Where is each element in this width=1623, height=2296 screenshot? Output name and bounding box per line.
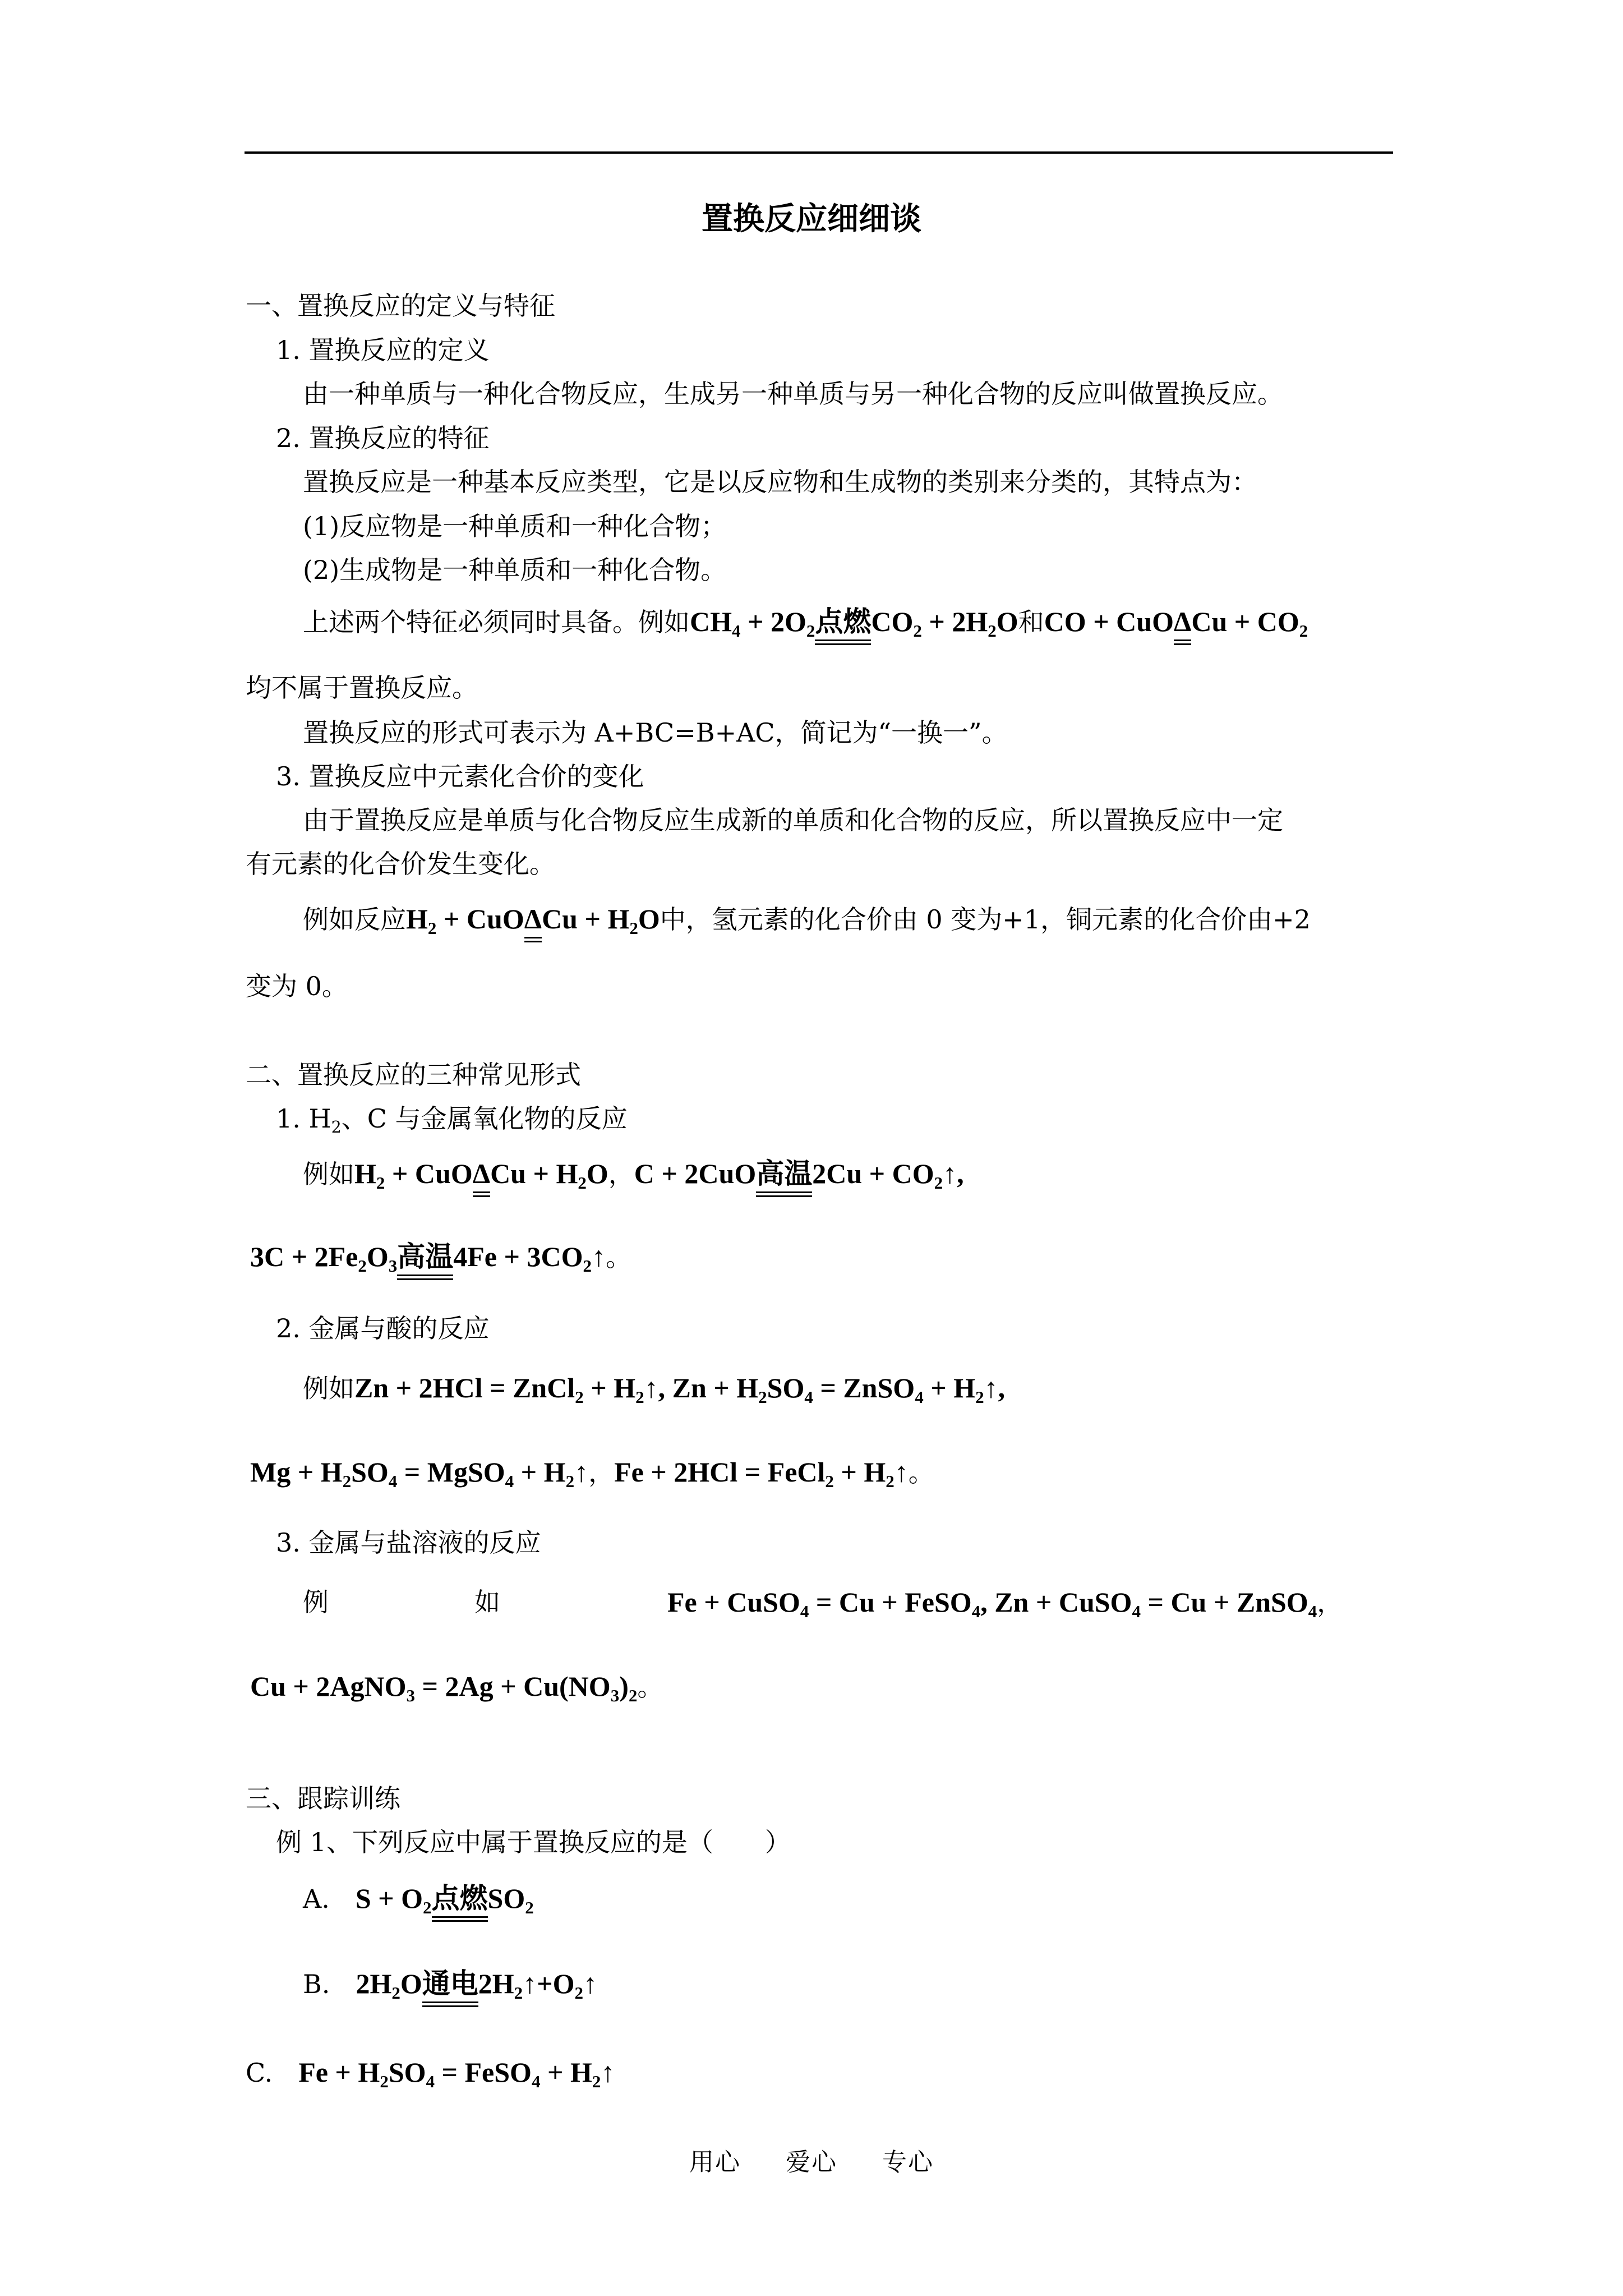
valence-label: 3. 置换反应中元素化合价的变化 (276, 761, 644, 792)
definition-text: 由一种单质与一种化合物反应，生成另一种单质与另一种化合物的反应叫做置换反应。 (303, 379, 1283, 409)
header-rule (245, 151, 1393, 154)
and-text: 和 (1018, 607, 1044, 637)
condition-ignite: 点燃 (815, 605, 871, 641)
page-title: 置换反应细细谈 (702, 200, 921, 237)
equation-co: CO + $CuO\Delta Cu + CO_2$ (1044, 606, 1308, 641)
option-b: B. $2H_2O$通电$2H_2↑+O_2↑$ (303, 1968, 598, 2003)
feature-item-1: (1)反应物是一种单质和一种化合物； (303, 511, 727, 541)
section-2-heading: 二、置换反应的三种常见形式 (246, 1060, 581, 1090)
feature-item-2: (2)生成物是一种单质和一种化合物。 (303, 555, 727, 585)
form-2-examples: 例如Zn + 2HCl = ZnCl$_2$ + $H_2↑$, $Zn + H_2SO_4$ = ZnSO$_4$ + $H_2↑$, (303, 1372, 1006, 1407)
question-1: 例 1、下列反应中属于置换反应的是（ ） (276, 1827, 791, 1857)
section-3-heading: 三、跟踪训练 (246, 1783, 400, 1814)
form-1-example-2: $3C + 2Fe_2O_3$高温$4Fe + 3CO_2↑$。 (250, 1241, 631, 1276)
form-text: 置换反应的形式可表示为 A+BC=B+AC，简记为“一换一”。 (303, 717, 1008, 748)
option-a: A. $S + O_2$点燃$SO_2$ (303, 1883, 534, 1917)
valence-text-2: 有元素的化合价发生变化。 (246, 849, 555, 879)
feature-label: 2. 置换反应的特征 (276, 423, 490, 453)
form-2-example-2: $Mg + H_2SO_4$ = MgSO$_4$ + $H_2↑$，Fe + 2HCl = FeCl$_2$ + $H_2↑$。 (250, 1456, 934, 1491)
form-1-examples: 例如$H_2 + CuO\Delta Cu + H_2O$，C + 2CuO高温$2Cu + CO_2↑$, (303, 1158, 964, 1193)
not-replacement-text: 均不属于置换反应。 (246, 673, 478, 703)
form-2-label: 2. 金属与酸的反应 (276, 1313, 490, 1343)
equation-methane: $CH_4 + 2O_2$点燃$CO_2 + 2H_2O$ (690, 606, 1018, 641)
form-3-examples: Fe + CuSO$_4$ = Cu + FeSO$_4$, Zn + CuSO$_4$ = Cu + ZnSO$_4$， (667, 1586, 1343, 1621)
valence-example-end: 变为 0。 (246, 971, 348, 1001)
example-line-1 (303, 605, 1308, 641)
form-3-example-2: Cu + 2AgNO$_3$ = $2Ag + Cu(NO_3)_2$。 (250, 1671, 663, 1705)
valence-example: 例如反应$H_2 + CuO\Delta Cu + H_2O$中，氢元素的化合价由 0 变为+1，铜元素的化合价由+2 (303, 903, 1311, 938)
equation-h2-cuo: $H_2 + CuO\Delta Cu + H_2O$ (406, 903, 660, 938)
form-1-label: 1. $H_2$、C 与金属氧化物的反应 (276, 1103, 628, 1137)
section-1-heading: 一、置换反应的定义与特征 (246, 291, 555, 321)
form-3-example-word-2: 如 (474, 1587, 500, 1617)
page-footer: 用心 爱心 专心 (689, 2148, 934, 2177)
definition-label: 1. 置换反应的定义 (276, 335, 490, 365)
form-3-example-word-1: 例 (303, 1587, 329, 1617)
form-3-label: 3. 金属与盐溶液的反应 (276, 1527, 541, 1558)
example-intro: 上述两个特征必须同时具备。例如 (303, 607, 690, 637)
valence-text-1: 由于置换反应是单质与化合物反应生成新的单质和化合物的反应，所以置换反应中一定 (303, 805, 1283, 835)
condition-heat: Δ (1174, 605, 1191, 641)
feature-text: 置换反应是一种基本反应类型，它是以反应物和生成物的类别来分类的，其特点为： (303, 467, 1257, 497)
option-c: C. $Fe + H_2SO_4$ = FeSO$_4$ + $H_2↑$ (246, 2056, 615, 2091)
